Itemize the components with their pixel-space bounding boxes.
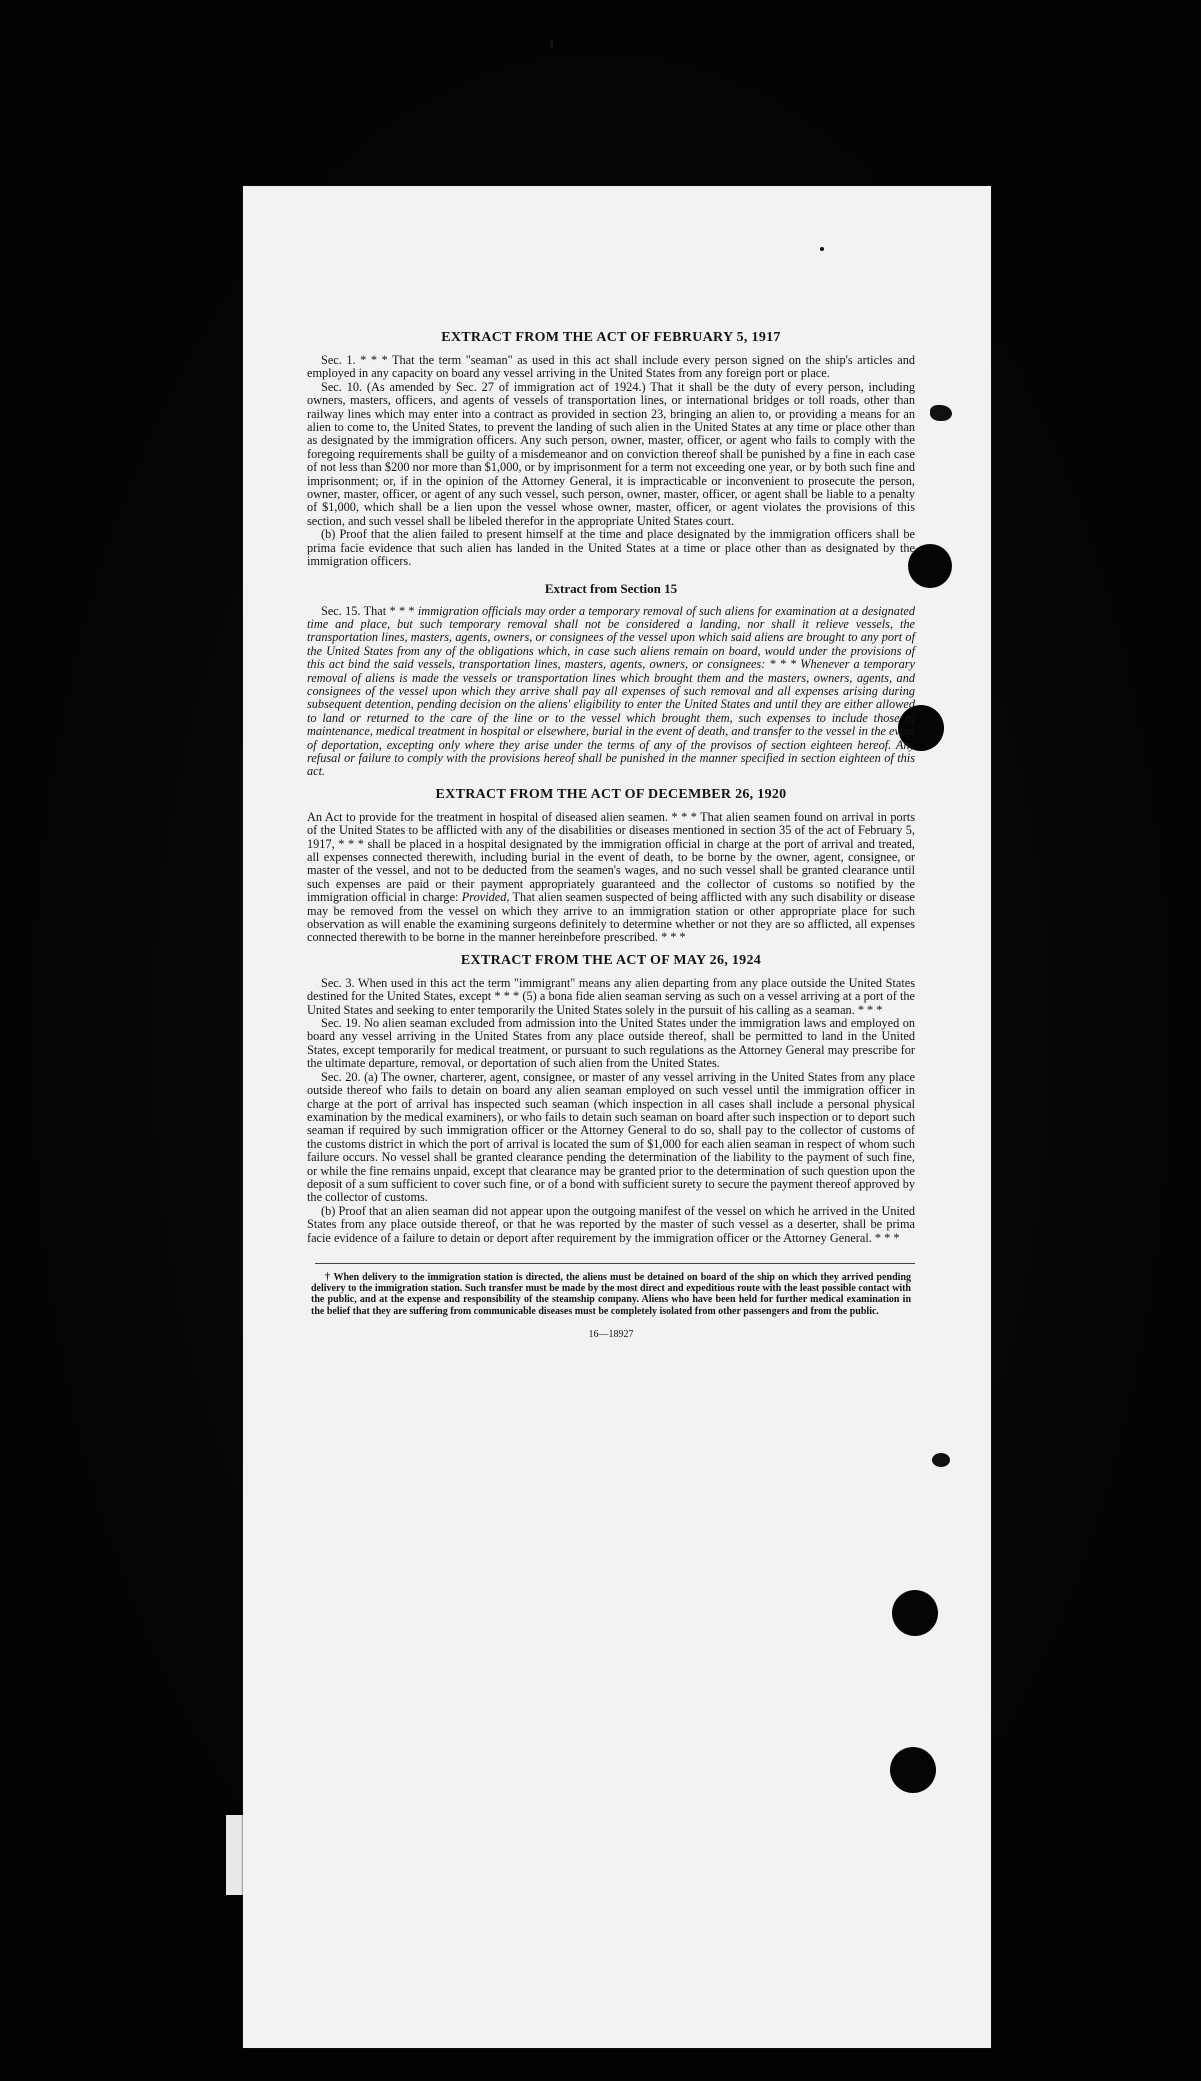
act-1920-part-a: An Act to provide for the treatment in hospital of diseased alien seamen. * * * That alien seamen found on arrival in ports of the United States to be afflicted with any of the disabilities or diseases mentioned in section 35 of the act of February 5, 1917, * * * shall be placed in a hospital designated by the immigration official in charge at the port of arrival and treated, all expenses connected therewith, including burial in the event of death, to be borne by the owner, agent, consignee, or master of the vessel, and not to be deducted from the seamen's wages, and no such vessel shall be granted clearance until such expenses are paid or their payment appropriately guaranteed and the collector of customs so notified by the immigration official in charge: <box>307 809 915 905</box>
act-1920-part-b: That alien seamen suspected of being afflicted with any such disability or disease may be removed from the vessel on which they arrive to an immigration station or other appropriate place for such observation as will enable the examining surgeons definitely to determine whether or not they are so afflicted, all expenses connected therewith to be borne in the manner hereinbefore prescribed. * * * <box>307 890 915 945</box>
document-text <box>307 330 915 1340</box>
heading-act-1924: EXTRACT FROM THE ACT OF MAY 26, 1924 <box>460 952 762 968</box>
heading-act-1920: EXTRACT FROM THE ACT OF DECEMBER 26, 1920 <box>435 786 787 802</box>
paragraph-sec-19: Sec. 19. No alien seaman excluded from admission into the United States under the immigration laws and employed on board any vessel arriving in the United States from any place outside thereof, shall be permitted to land in the United States, except temporarily for medical treatment, or pursuant to such regulations as the Attorney General may prescribe for the ultimate departure, removal, or deportation of such alien from the United States. <box>307 1016 915 1071</box>
heading-section-15: Extract from Section 15 <box>544 580 678 596</box>
punch-hole <box>892 1590 938 1636</box>
paragraph-sec-15 <box>307 605 915 779</box>
footnote-divider <box>315 1263 915 1264</box>
paragraph-sec-20: Sec. 20. (a) The owner, charterer, agent, consignee, or master of any vessel arriving in the United States from any place outside thereof who fails to detain on board any alien seaman employed on such vessel until the immigration officer in charge at the port of arrival has inspected such seaman (which inspection in all cases shall include a personal physical examination by the medical examiners), or who fails to detain such seaman on board after such inspection or to deport such seaman if required by such immigration officer or the Attorney General to do so, shall pay to the collector of customs of the customs district in which the port of arrival is located the sum of $1,000 for each alien seaman in respect of whom such failure occurs. No vessel shall be granted clearance pending the determination of the liability to the payment of such fine, or while the fine remains unpaid, except that clearance may be granted prior to the determination of such question upon the deposit of a sum sufficient to cover such fine, or of a bond with sufficient surety to secure the payment thereof approved by the collector of customs. <box>307 1069 915 1205</box>
film-speck <box>930 405 952 421</box>
sec-15-body: immigration officials may order a temporary removal of such aliens for examination at a designated time and place, but such temporary removal shall not be considered a landing, nor shall it relieve vessels, the transportation lines, masters, agents, owners, or consignees of the vessel upon which said aliens are brought to any port of the United States from any of the obligations which, in case such aliens remain on board, would under the provisions of this act bind the said vessels, transportation lines, masters, agents, owners, or consignees: * * * Whenever a temporary removal of aliens is made the vessels or transportation lines which brought them and the masters, owners, agents, and consignees of the vessel upon which they arrive shall pay all expenses of such removal and all expenses arising during subsequent detention, pending decision on the aliens' eligibility to enter the United States and until they are either allowed to land or returned to the care of the line or to the vessel which brought them, such expenses to include those of maintenance, medical treatment in hospital or elsewhere, burial in the event of death, and transfer to the vessel in the event of deportation, excepting only where they arise under the terms of any of the provisos of section eighteen hereof. Any refusal or failure to comply with the provisions hereof shall be punished in the manner specified in section eighteen of this act. <box>307 603 915 779</box>
sec-15-lead: Sec. 15. That * * * <box>321 603 415 618</box>
form-number: 16—18927 <box>588 1328 634 1340</box>
paragraph-sec-10: Sec. 10. (As amended by Sec. 27 of immigration act of 1924.) That it shall be the duty of every person, including owners, masters, officers, and agents of vessels of transportation lines, or international bridges or toll roads, other than railway lines which may enter into a contract as provided in section 23, bringing an alien to, or providing a means for an alien to come to, the United States, to prevent the landing of such alien in the United States at any time or place other than as designated by the immigration officers. Any such person, owner, master, officer, or agent who fails to comply with the foregoing requirements shall be guilty of a misdemeanor and on conviction thereof shall be punished by a fine in each case of not less than $200 nor more than $1,000, or by imprisonment for a term not exceeding one year, or by both such fine and imprisonment; or, if in the opinion of the Attorney General, it is impracticable or inconvenient to prosecute the person, owner, master, officer, or agent of any such vessel, such person, owner, master, officer, or agent shall be liable to a penalty of $1,000, which shall be a lien upon the vessel whose owner, master, officer, or agent violates the provisions of this section, and such vessel shall be libeled therefor in the appropriate United States court. <box>307 379 915 528</box>
film-speck <box>932 1453 950 1467</box>
film-speck <box>550 40 553 48</box>
paragraph-sec-20b: (b) Proof that an alien seaman did not appear upon the outgoing manifest of the vessel on which he arrived in the United States from any place outside thereof, or that he was reported by the master of such vessel as a deserter, shall be prima facie evidence of a failure to detain or deport after requirement by the immigration officer or the Attorney General. * * * <box>307 1203 915 1245</box>
paragraph-sec-10b: (b) Proof that the alien failed to present himself at the time and place designated by the immigration officers shall be prima facie evidence that such alien has landed in the United States at a time or place other than as designated by the immigration officers. <box>307 527 915 569</box>
footnote: † When delivery to the immigration station is directed, the aliens must be detained on board of the ship on which they arrived pending delivery to the immigration station. Such transfer must be made by the most direct and expeditious route with the least possible contact with the public, and at the expense and responsibility of the steamship company. Aliens who have been held for further medical examination in the belief that they are suffering from communicable diseases must be completely isolated from other passengers and from the public. <box>311 1271 911 1317</box>
act-1920-provided: Provided, <box>461 890 510 905</box>
paragraph-act-1920 <box>307 811 915 945</box>
punch-hole <box>890 1747 936 1793</box>
paragraph-sec-3: Sec. 3. When used in this act the term "immigrant" means any alien departing from any place outside the United States destined for the United States, except * * * (5) a bona fide alien seaman serving as such on a vessel arriving at a port of the United States and seeking to enter temporarily the United States solely in the pursuit of his calling as a seaman. * * * <box>307 975 915 1017</box>
film-speck <box>820 247 824 251</box>
heading-act-1917: EXTRACT FROM THE ACT OF FEBRUARY 5, 1917 <box>441 330 781 345</box>
paragraph-sec-1: Sec. 1. * * * That the term "seaman" as used in this act shall include every person signed on the ship's articles and employed in any capacity on board any vessel arriving in the United States from any foreign port or place. <box>307 353 915 381</box>
